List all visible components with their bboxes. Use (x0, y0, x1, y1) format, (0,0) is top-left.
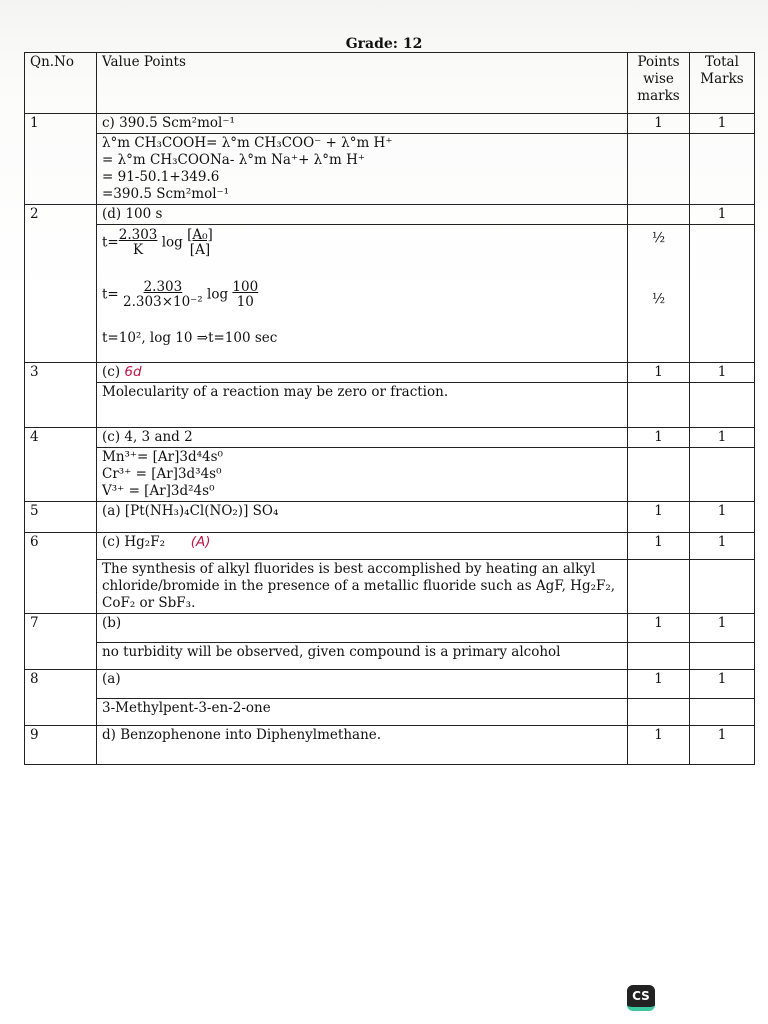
header-qn: Qn.No (25, 53, 97, 114)
points-q8: 1 (628, 670, 690, 699)
total-q7: 1 (690, 614, 755, 643)
table-row-q9 (25, 726, 755, 765)
table-row-q7 (25, 614, 755, 643)
total-q2: 1 (690, 205, 755, 225)
answer-q9: d) Benzophenone into Diphenylmethane. (97, 726, 628, 765)
camscanner-logo: CS (627, 985, 655, 1011)
table-row-q8 (25, 670, 755, 699)
answer-q7: (b) (97, 614, 628, 643)
answer-q8: (a) (97, 670, 628, 699)
points-q7: 1 (628, 614, 690, 643)
points-q6: 1 (628, 533, 690, 560)
points-q5: 1 (628, 502, 690, 533)
answer-q4: (c) 4, 3 and 2 (97, 428, 628, 448)
header-value-points: Value Points (97, 53, 628, 114)
table-row-q6 (25, 533, 755, 560)
detail-q8: 3-Methylpent-3-en-2-one (97, 699, 628, 726)
handwritten-note: (A) (190, 534, 211, 550)
handwritten-note: 6d (124, 364, 142, 380)
formula-1: t= $\frac{2.303}{K}$ log $\frac{\text{[A₀]}}{[A]}$ (102, 227, 213, 258)
qn-6: 6 (25, 533, 97, 614)
formula-result: t=10², log 10 ⇒t=100 sec (102, 330, 278, 346)
fraction: $\frac{\text{[A₀]}}{[A]}$ (187, 227, 213, 258)
header-points-wise: Points wise marks (628, 53, 690, 114)
answer-q6: (c) Hg₂F₂ (A) (97, 533, 628, 560)
formula-2: t= $\frac{2.303}{\text{2.303×10⁻²}}$ log $\frac{100}{10}$ (102, 279, 259, 310)
total-q9: 1 (690, 726, 755, 765)
detail-line: V³⁺ = [Ar]3d²4s⁰ (102, 483, 215, 499)
table-row-q4 (25, 428, 755, 448)
table-header-row (25, 53, 755, 114)
half-mark-1: ½ (651, 230, 666, 246)
fraction: $\frac{100}{10}$ (232, 279, 259, 310)
points-q9: 1 (628, 726, 690, 765)
detail-line: = λ°m CH₃COONa- λ°m Na⁺+ λ°m H⁺ (102, 152, 365, 168)
detail-q7: no turbidity will be observed, given compound is a primary alcohol (97, 643, 628, 670)
answer-q5: (a) [Pt(NH₃)₄Cl(NO₂)] SO₄ (97, 502, 628, 533)
total-q4: 1 (690, 428, 755, 448)
detail-q3: Molecularity of a reaction may be zero or fraction. (97, 383, 628, 428)
table-row-q5 (25, 502, 755, 533)
fraction: $\frac{2.303}{K}$ (118, 227, 158, 258)
qn-7: 7 (25, 614, 97, 670)
table-row-q2-detail (25, 225, 755, 363)
points-q2 (628, 205, 690, 225)
detail-q2 (97, 225, 628, 363)
qn-2: 2 (25, 205, 97, 363)
table-row-q2 (25, 205, 755, 225)
detail-line: =390.5 Scm²mol⁻¹ (102, 186, 230, 202)
answer-q1: c) 390.5 Scm²mol⁻¹ (97, 114, 628, 134)
total-q6: 1 (690, 533, 755, 560)
points-q1: 1 (628, 114, 690, 134)
qn-5: 5 (25, 502, 97, 533)
qn-4: 4 (25, 428, 97, 502)
grade-title: Grade: 12 (345, 36, 423, 52)
qn-1: 1 (25, 114, 97, 205)
answer-q2: (d) 100 s (97, 205, 628, 225)
header-total-marks: Total Marks (690, 53, 755, 114)
total-q5: 1 (690, 502, 755, 533)
qn-3: 3 (25, 363, 97, 428)
detail-q4 (97, 448, 628, 502)
total-q3: 1 (690, 363, 755, 383)
points-q3: 1 (628, 363, 690, 383)
detail-line: λ°m CH₃COOH= λ°m CH₃COO⁻ + λ°m H⁺ (102, 135, 393, 151)
points-q4: 1 (628, 428, 690, 448)
table-row-q1-detail (25, 134, 755, 205)
qn-8: 8 (25, 670, 97, 726)
half-mark-2: ½ (651, 291, 666, 307)
table-row-q3 (25, 363, 755, 383)
answer-q3: (c) 6d (97, 363, 628, 383)
detail-line: Cr³⁺ = [Ar]3d³4s⁰ (102, 466, 222, 482)
marking-scheme-table (24, 52, 755, 765)
table-row-q4-detail (25, 448, 755, 502)
table-row-q3-detail (25, 383, 755, 428)
table-row-q8-detail (25, 699, 755, 726)
detail-line: Mn³⁺= [Ar]3d⁴4s⁰ (102, 449, 223, 465)
table-row-q6-detail (25, 560, 755, 614)
total-q8: 1 (690, 670, 755, 699)
total-q1: 1 (690, 114, 755, 134)
detail-q6: The synthesis of alkyl fluorides is best accomplished by heating an alkyl chloride/bromide in the presence of a metallic fluoride such as AgF, Hg₂F₂, CoF₂ or SbF₃. (97, 560, 628, 614)
table-row-q1 (25, 114, 755, 134)
detail-line: = 91-50.1+349.6 (102, 169, 220, 185)
fraction: $\frac{2.303}{\text{2.303×10⁻²}}$ (123, 279, 203, 310)
table-row-q7-detail (25, 643, 755, 670)
qn-9: 9 (25, 726, 97, 765)
detail-q1 (97, 134, 628, 205)
